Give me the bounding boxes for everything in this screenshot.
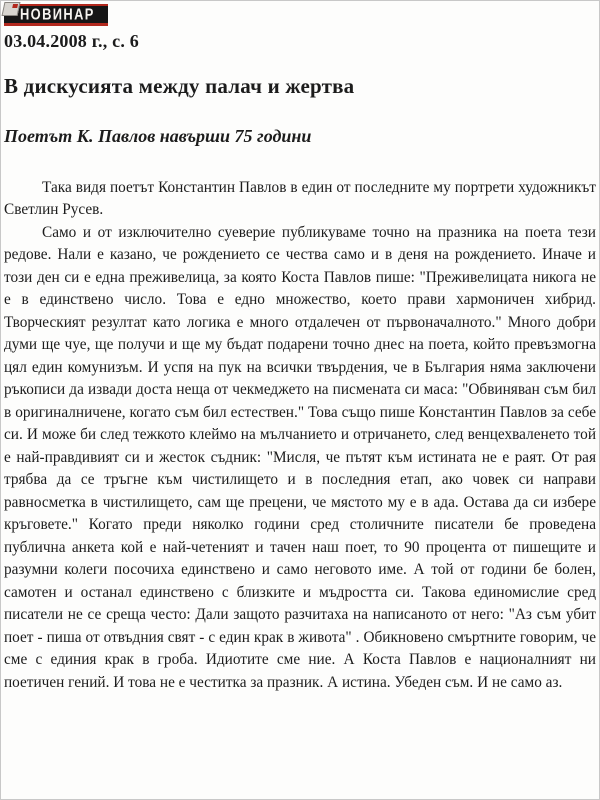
newspaper-emblem-icon <box>2 2 21 16</box>
subhead: Поетът К. Павлов навърши 75 години <box>4 126 312 146</box>
logo-text: НОВИНАР <box>20 5 95 23</box>
novinar-logo <box>4 4 108 26</box>
headline: В дискусията между палач и жертва <box>4 74 355 98</box>
article-body <box>4 177 596 694</box>
paragraph: Само и от изключително суеверие публикуваме точно на празника на поета тези редове. Нали е казано, че рождението се чества само и в деня на рождението. Иначе и този ден си е една преживелица, за която Коста Павлов пише: "Преживелицата никога не е в единствено число. Това е едно множество, което прави хармоничен хибрид. Творческият резултат като логика е много отдалечен от първоначалното." Много добри думи ще чуе, ще получи и ще му бъдат подарени точно днес на поета, който превъзмогна цял един комунизъм. И успя на пук на всички твърдения, че в България няма заключени ръкописи да извади доста неща от чекмеджето на писмената си маса: "Обвиняван съм бил в оригиналничене, когато съм бил естествен." Това също пише Константин Павлов за себе си. И може би след тежкото клеймо на мълчанието и отричането, след венцехваленето той е най-правдивият си и жесток съдник: "Мисля, че пътят към истината не е раят. От рая трябва да се тръгне към чистилището и в последния етап, ако човек си направи равносметка в чистилището, сам ще прецени, че мястото му е в ада. Остава да си избере кръговете." Когато преди няколко години сред столичните писатели бе проведена публична анкета кой е най-четеният и тачен наш поет, то 90 процента от пишещите и разумни колеги посочиха единствено и само неговото име. А той от години бе болен, самотен и останал единствено с близките и мъдростта си. Такова единомислие сред писатели не се среща често: Дали защото разчитаха на написаното от него: "Аз съм убит поет - пиша от отвъдния свят - с един крак в живота" . Обикновено смъртните говорим, че сме с единия крак в гроба. Идиотите сме ние. А Коста Павлов е националният ни поетичен гений. И това не е честитка за празник. А истина. Убеден съм. И не само аз. <box>4 223 596 691</box>
paragraph: Така видя поетът Константин Павлов в един от последните му портрети художникът Светлин Русев. <box>4 179 596 219</box>
masthead <box>4 3 596 52</box>
dateline: 03.04.2008 г., с. 6 <box>4 31 139 51</box>
